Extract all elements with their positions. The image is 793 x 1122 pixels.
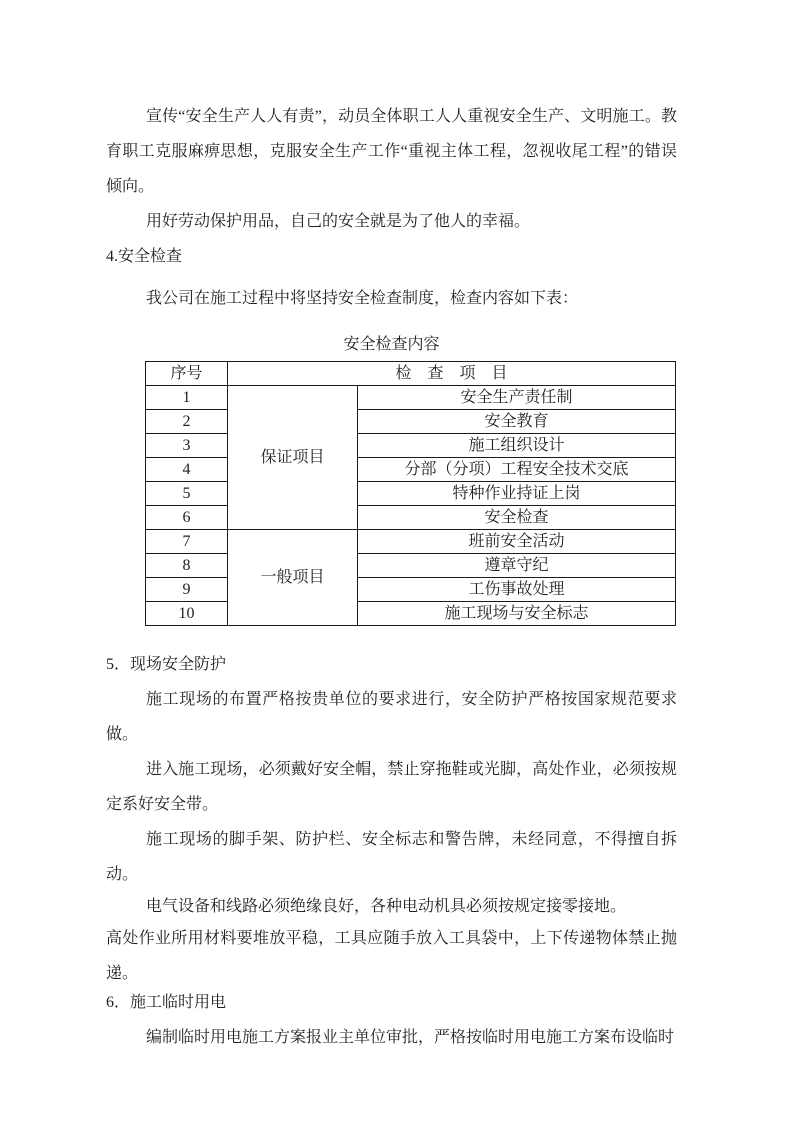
table-row	[146, 602, 676, 626]
table-cell-item: 特种作业持证上岗	[358, 482, 676, 506]
table-cell-no: 3	[146, 434, 228, 458]
paragraph-electrical-rules: 电气设备和线路必须绝缘良好，各种电动机具必须按规定接零接地。	[146, 898, 627, 915]
table-cell-category-guarantee: 保证项目	[228, 386, 358, 530]
inspection-table	[145, 361, 676, 626]
table-row	[146, 482, 676, 506]
table-title: 安全检查内容	[343, 336, 440, 353]
paragraph-inspection-intro: 我公司在施工过程中将坚持安全检查制度，检查内容如下表：	[146, 290, 579, 307]
table-header-row	[146, 362, 676, 386]
paragraph-scaffold-rules: 施工现场的脚手架、防护栏、安全标志和警告牌，未经同意，不得擅自拆动。	[106, 831, 677, 883]
table-cell-item: 安全教育	[358, 410, 676, 434]
table-cell-no: 10	[146, 602, 228, 626]
section-heading-safety-inspection: 4.安全检查	[106, 248, 183, 265]
table-row	[146, 506, 676, 530]
table-cell-item: 班前安全活动	[358, 530, 676, 554]
section-heading-temporary-power: 6．施工临时用电	[106, 994, 227, 1011]
paragraph-propaganda: 宣传“安全生产人人有责”，动员全体职工人人重视安全生产、文明施工。教育职工克服麻痹思想，克服安全生产工作“重视主体工程，忽视收尾工程”的错误倾向。	[106, 108, 677, 195]
table-cell-no: 7	[146, 530, 228, 554]
table-cell-item: 遵章守纪	[358, 554, 676, 578]
table-cell-no: 2	[146, 410, 228, 434]
table-cell-item: 施工现场与安全标志	[358, 602, 676, 626]
table-header-items: 检 查 项 目	[228, 362, 676, 386]
paragraph-high-work-rules: 高处作业所用材料要堆放平稳，工具应随手放入工具袋中，上下传递物体禁止抛递。	[106, 930, 677, 982]
table-cell-no: 6	[146, 506, 228, 530]
table-cell-item: 安全生产责任制	[358, 386, 676, 410]
table-cell-category-general: 一般项目	[228, 530, 358, 626]
section-heading-site-protection: 5．现场安全防护	[106, 656, 227, 673]
table-cell-no: 5	[146, 482, 228, 506]
paragraph-temporary-power-plan: 编制临时用电施工方案报业主单位审批，严格按临时用电施工方案布设临时	[146, 1029, 675, 1046]
paragraph-helmet-rules: 进入施工现场，必须戴好安全帽，禁止穿拖鞋或光脚，高处作业，必须按规定系好安全带。	[106, 761, 677, 813]
table-cell-item: 分部（分项）工程安全技术交底	[358, 458, 676, 482]
table-cell-no: 1	[146, 386, 228, 410]
table-row	[146, 458, 676, 482]
paragraph-labor-protection: 用好劳动保护用品，自己的安全就是为了他人的幸福。	[146, 213, 531, 230]
table-row	[146, 530, 676, 554]
table-row	[146, 386, 676, 410]
table-cell-item: 安全检查	[358, 506, 676, 530]
table-cell-item: 施工组织设计	[358, 434, 676, 458]
paragraph-site-layout: 施工现场的布置严格按贵单位的要求进行，安全防护严格按国家规范要求做。	[106, 691, 677, 743]
table-cell-no: 4	[146, 458, 228, 482]
table-cell-item: 工伤事故处理	[358, 578, 676, 602]
table-cell-no: 8	[146, 554, 228, 578]
table-row	[146, 434, 676, 458]
table-row	[146, 410, 676, 434]
table-cell-no: 9	[146, 578, 228, 602]
table-row	[146, 578, 676, 602]
table-header-no: 序号	[146, 362, 228, 386]
table-row	[146, 554, 676, 578]
